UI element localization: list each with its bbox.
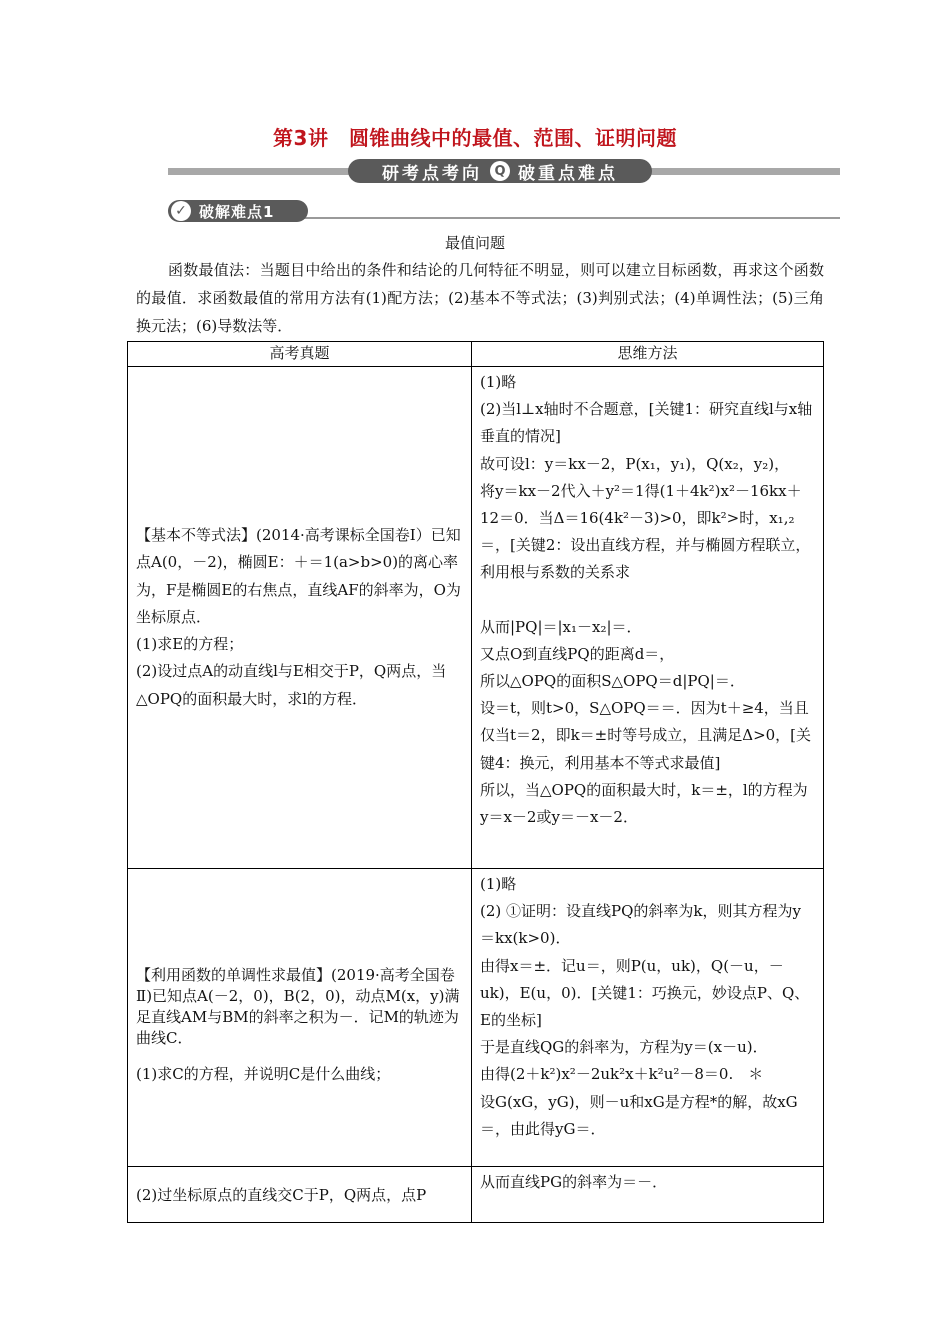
question-text: 【基本不等式法】(2014·高考课标全国卷Ⅰ）已知点A(0，－2)，椭圆E：＋＝1(a>b>0)的离心率为，F是椭圆E的右焦点，直线AF的斜率为，O为坐标原点． (136, 526, 461, 626)
method-text: 设＝t，则t>0，S△OPQ＝＝．因为t＋≥4，当且仅当t＝2，即k＝±时等号成立，且满足Δ>0，[关键4：换元，利用基本不等式求最值] (480, 699, 812, 772)
method-text: 设G(xG，yG)，则－u和xG是方程*的解，故xG＝，由此得yG＝． (480, 1092, 798, 1138)
method-text: (2) ①证明：设直线PQ的斜率为k，则其方程为y＝kx(k>0)． (480, 902, 801, 948)
header-cell: 高考真题 (128, 342, 472, 367)
method-text: 又点O到直线PQ的距离d＝， (480, 644, 675, 663)
table-row (128, 1167, 824, 1223)
method-cell (472, 869, 824, 1167)
question-cell (128, 869, 472, 1167)
method-text: 将y＝kx－2代入＋y²＝1得(1＋4k²)x²－16kx＋12＝0．当Δ＝16(4k²－3)>0，即k²>时，x₁,₂＝，[关键2：设出直线方程，并与椭圆方程联立，利用根与系数的关系求 (480, 481, 811, 582)
section-label: 破解难点1 (199, 202, 275, 221)
header-cell: 思维方法 (472, 342, 824, 367)
section-pill (168, 200, 308, 222)
method-cell (472, 1167, 824, 1223)
table-header-row (128, 342, 824, 367)
table-row (128, 869, 824, 1167)
question-cell (128, 367, 472, 869)
question-cell (128, 1167, 472, 1223)
page-title: 第3讲 圆锥曲线中的最值、范围、证明问题 (273, 126, 677, 150)
banner-pill (348, 159, 652, 183)
banner-badge-icon: Q (490, 161, 510, 181)
table-row (128, 367, 824, 869)
check-icon: ✓ (171, 201, 191, 221)
question-text: (1)求C的方程，并说明C是什么曲线； (136, 1065, 391, 1083)
question-text: (2)设过点A的动直线l与E相交于P，Q两点，当△OPQ的面积最大时，求l的方程． (136, 662, 447, 708)
method-text: (2)当l⊥x轴时不合题意，[关键1：研究直线l与x轴垂直的情况] (480, 400, 813, 446)
question-text: (2)过坐标原点的直线交C于P，Q两点，点P (136, 1186, 427, 1204)
question-text: (1)求E的方程； (136, 635, 244, 654)
method-text: 由得x＝±．记u＝，则P(u，uk)，Q(－u，－uk)，E(u，0)．[关键1：巧换元，妙设点P、Q、E的坐标] (480, 956, 810, 1030)
blank-line (480, 587, 815, 614)
banner-left-text: 研考点考向 (382, 163, 482, 184)
method-text: 所以，当△OPQ的面积最大时，k＝±，l的方程为y＝x－2或y＝－x－2． (480, 780, 808, 827)
subheading: 最值问题 (444, 234, 505, 252)
method-text: 所以△OPQ的面积S△OPQ＝d|PQ|＝． (480, 672, 745, 691)
method-cell (472, 367, 824, 869)
question-text: 【利用函数的单调性求最值】(2019·高考全国卷Ⅱ)已知点A(－2，0)，B(2，0)，动点M(x，y)满足直线AM与BM的斜率之积为－．记M的轨迹为曲线C． (136, 966, 460, 1047)
problem-table (127, 341, 824, 1223)
section-rule (288, 217, 840, 219)
intro-paragraph: 函数最值法：当题目中给出的条件和结论的几何特征不明显，则可以建立目标函数，再求这个函数的最值．求函数最值的常用方法有(1)配方法；(2)基本不等式法；(3)判别式法；(4)单调性法；(5)三角换元法；(6)导数法等． (136, 261, 824, 335)
method-text: (1)略 (480, 373, 517, 391)
banner-right-text: 破重点难点 (518, 163, 618, 184)
section-header (168, 200, 840, 222)
method-text: 于是直线QG的斜率为，方程为y＝(x－u)． (480, 1038, 768, 1057)
method-text: 故可设l：y＝kx－2，P(x₁，y₁)，Q(x₂，y₂)， (480, 454, 790, 473)
method-text: (1)略 (480, 875, 517, 893)
section-banner (168, 159, 840, 183)
method-text: 从而直线PG的斜率为＝－． (480, 1173, 668, 1191)
method-text: 从而|PQ|＝|x₁－x₂|＝． (480, 617, 642, 636)
method-text: 由得(2＋k²)x²－2uk²x＋k²u²－8＝0. ＊ (480, 1065, 764, 1084)
question-wrap (136, 871, 463, 1084)
